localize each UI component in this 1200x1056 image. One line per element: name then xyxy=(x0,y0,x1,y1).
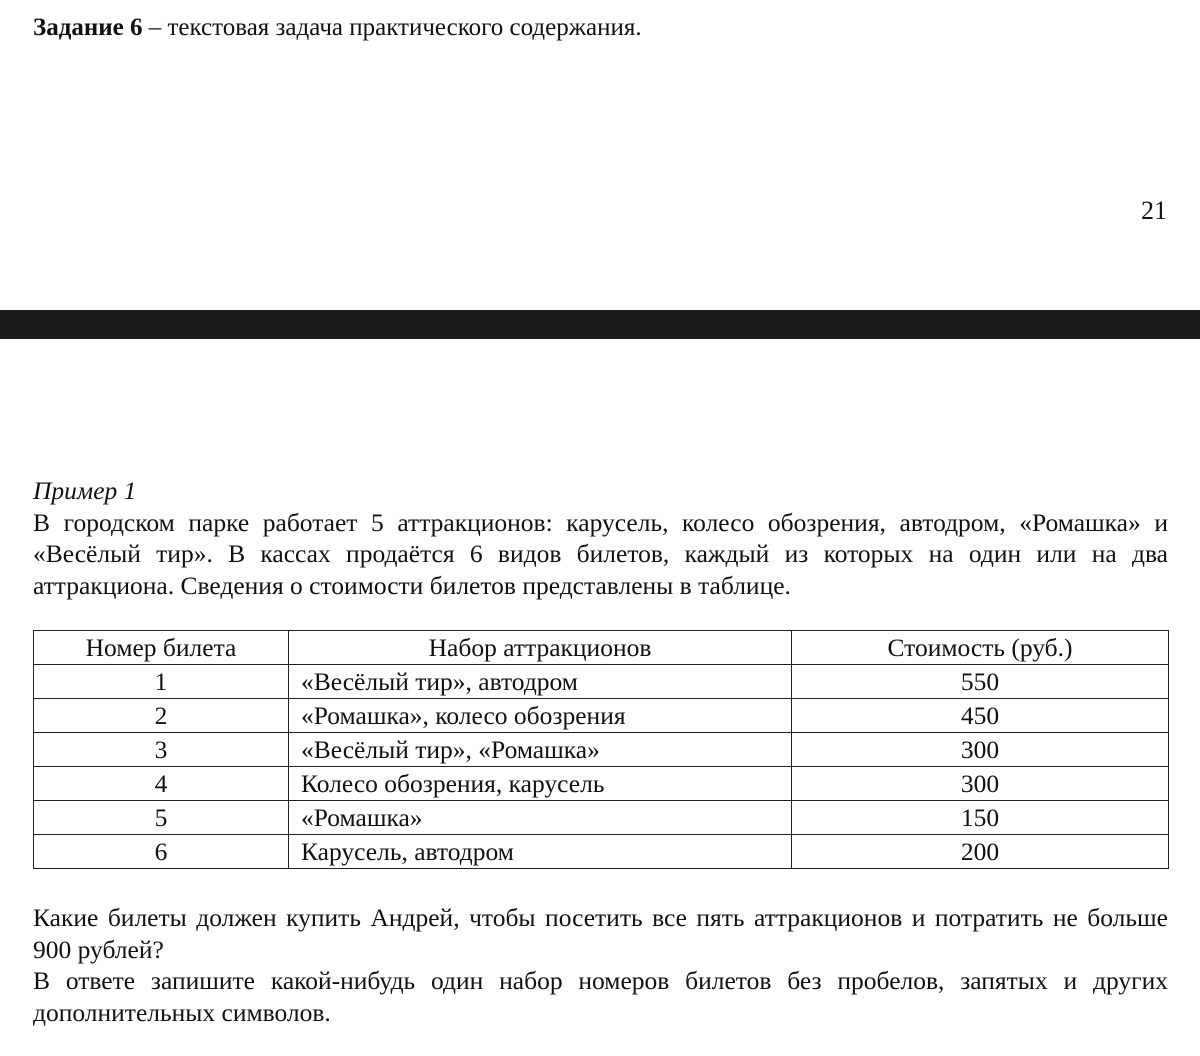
attractions-cell: «Весёлый тир», автодром xyxy=(289,665,792,699)
task-number: Задание 6 xyxy=(33,14,143,41)
ticket-number-cell: 6 xyxy=(34,835,289,869)
example-section xyxy=(33,475,1168,1028)
header-cost: Стоимость (руб.) xyxy=(792,631,1169,665)
ticket-number-cell: 5 xyxy=(34,801,289,835)
task-description: – текстовая задача практического содержания. xyxy=(142,14,642,41)
example-label: Пример 1 xyxy=(33,476,137,505)
cost-cell: 450 xyxy=(792,699,1169,733)
cost-cell: 200 xyxy=(792,835,1169,869)
cost-cell: 300 xyxy=(792,767,1169,801)
ticket-number-cell: 3 xyxy=(34,733,289,767)
table-row xyxy=(34,835,1169,869)
cost-cell: 550 xyxy=(792,665,1169,699)
ticket-number-cell: 4 xyxy=(34,767,289,801)
page-separator-bar xyxy=(0,310,1200,339)
ticket-number-cell: 2 xyxy=(34,699,289,733)
attractions-cell: Колесо обозрения, карусель xyxy=(289,767,792,801)
question-text: Какие билеты должен купить Андрей, чтобы посетить все пять аттракционов и потратить не больше 900 рублей? xyxy=(33,903,1168,964)
table-row xyxy=(34,665,1169,699)
table-row xyxy=(34,699,1169,733)
answer-instruction: В ответе запишите какой-нибудь один набор номеров билетов без пробелов, запятых и других дополнительных символов. xyxy=(33,966,1168,1027)
header-ticket-number: Номер билета xyxy=(34,631,289,665)
table-row xyxy=(34,767,1169,801)
header-attractions: Набор аттракционов xyxy=(289,631,792,665)
attractions-cell: «Весёлый тир», «Ромашка» xyxy=(289,733,792,767)
cost-cell: 150 xyxy=(792,801,1169,835)
table-row xyxy=(34,801,1169,835)
attractions-cell: «Ромашка», колесо обозрения xyxy=(289,699,792,733)
table-header-row xyxy=(34,631,1169,665)
attractions-cell: «Ромашка» xyxy=(289,801,792,835)
ticket-table xyxy=(33,630,1169,869)
cost-cell: 300 xyxy=(792,733,1169,767)
table-row xyxy=(34,733,1169,767)
task-heading xyxy=(33,14,642,42)
attractions-cell: Карусель, автодром xyxy=(289,835,792,869)
example-intro: В городском парке работает 5 аттракционов: карусель, колесо обозрения, автодром, «Ромашка» и «Весёлый тир». В кассах продаётся 6 видов билетов, каждый из которых на один или на два аттракциона. Сведения о стоимости билетов представлены в таблице. xyxy=(33,507,1168,600)
page-number: 21 xyxy=(1141,196,1167,225)
ticket-number-cell: 1 xyxy=(34,665,289,699)
